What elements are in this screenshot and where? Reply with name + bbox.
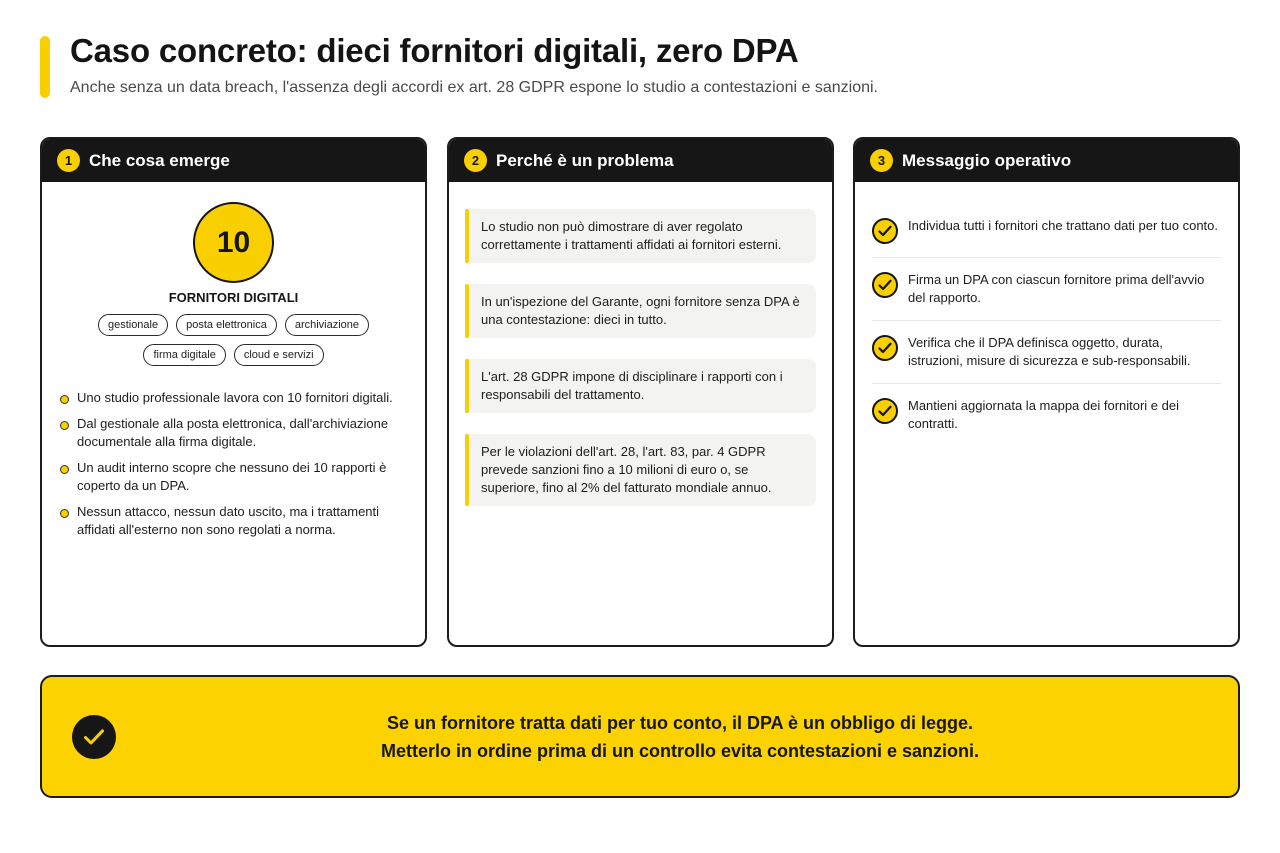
tag: archiviazione <box>285 314 369 336</box>
tag: firma digitale <box>143 344 225 366</box>
card-title: Che cosa emerge <box>89 150 230 170</box>
step-number-badge: 2 <box>464 149 487 172</box>
card-operative-message <box>853 137 1240 647</box>
action-text: Verifica che il DPA definisca oggetto, durata, istruzioni, misure di sicurezza e sub-responsabili. <box>908 335 1191 368</box>
list-item: Dal gestionale alla posta elettronica, dall'archiviazione documentale alla firma digitale. <box>60 415 407 451</box>
step-number-badge: 3 <box>870 149 893 172</box>
card-what-emerges <box>40 137 427 647</box>
banner-line-2: Metterlo in ordine prima di un controllo evita contestazioni e sanzioni. <box>380 741 980 761</box>
action-text: Individua tutti i fornitori che trattano dati per tuo conto. <box>908 218 1219 233</box>
card-title: Messaggio operativo <box>902 150 1072 170</box>
banner-text <box>122 709 1238 765</box>
title-accent-bar <box>40 36 50 98</box>
step-number-badge: 1 <box>57 149 80 172</box>
action-item <box>872 217 1221 258</box>
check-circle-icon <box>872 335 898 361</box>
card-header <box>42 139 425 182</box>
action-item <box>872 271 1221 321</box>
action-item <box>872 334 1221 384</box>
action-text: Mantieni aggiornata la mappa dei fornitori e dei contratti. <box>908 398 1180 431</box>
bullet-list <box>60 389 407 547</box>
tag: posta elettronica <box>176 314 277 336</box>
check-circle-icon <box>872 272 898 298</box>
card-header <box>449 139 832 182</box>
card-header <box>855 139 1238 182</box>
check-circle-icon <box>872 218 898 244</box>
card-title: Perché è un problema <box>496 150 674 170</box>
page-subtitle: Anche senza un data breach, l'assenza degli accordi ex art. 28 GDPR espone lo studio a contestazioni e sanzioni. <box>70 79 878 96</box>
action-item <box>872 397 1221 446</box>
problem-item: Lo studio non può dimostrare di aver regolato correttamente i trattamenti affidati ai fornitori esterni. <box>465 209 816 263</box>
check-circle-icon <box>72 715 116 759</box>
action-list <box>872 217 1221 459</box>
tag: gestionale <box>98 314 168 336</box>
problem-item: In un'ispezione del Garante, ogni fornitore senza DPA è una contestazione: dieci in tutto. <box>465 284 816 338</box>
stat-circle: 10 <box>193 202 274 283</box>
problem-list <box>465 209 816 527</box>
tag: cloud e servizi <box>234 344 324 366</box>
card-why-problem <box>447 137 834 647</box>
banner-line-1: Se un fornitore tratta dati per tuo conto, il DPA è un obbligo di legge. <box>386 713 973 733</box>
conclusion-banner <box>40 675 1240 798</box>
tag-list <box>82 314 385 366</box>
check-circle-icon <box>872 398 898 424</box>
page-title: Caso concreto: dieci fornitori digitali, zero DPA <box>70 32 799 69</box>
list-item: Nessun attacco, nessun dato uscito, ma i trattamenti affidati all'esterno non sono regolati a norma. <box>60 503 407 539</box>
problem-item: L'art. 28 GDPR impone di disciplinare i rapporti con i responsabili del trattamento. <box>465 359 816 413</box>
list-item: Uno studio professionale lavora con 10 fornitori digitali. <box>60 389 407 407</box>
list-item: Un audit interno scopre che nessuno dei 10 rapporti è coperto da un DPA. <box>60 459 407 495</box>
action-text: Firma un DPA con ciascun fornitore prima dell'avvio del rapporto. <box>908 272 1205 305</box>
stat-label: FORNITORI DIGITALI <box>168 290 299 305</box>
problem-item: Per le violazioni dell'art. 28, l'art. 83, par. 4 GDPR prevede sanzioni fino a 10 milioni di euro o, se superiore, fino al 2% del fatturato mondiale annuo. <box>465 434 816 506</box>
